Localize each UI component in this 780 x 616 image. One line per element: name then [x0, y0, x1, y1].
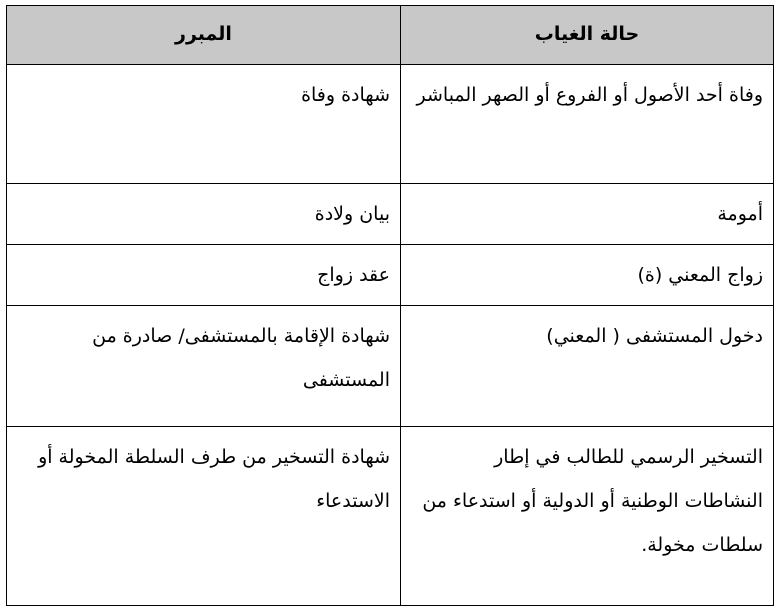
header-justification: المبرر	[7, 6, 401, 65]
absence-case-text: وفاة أحد الأصول أو الفروع أو الصهر المباشر	[416, 84, 763, 106]
table-row	[7, 245, 774, 306]
justification-text: شهادة التسخير من طرف السلطة المخولة أو الاستدعاء	[38, 446, 390, 512]
justification-text: بيان ولادة	[314, 203, 390, 225]
absence-case-text: أمومة	[717, 203, 763, 225]
justification-cell	[7, 427, 401, 606]
absence-case-cell	[401, 306, 774, 427]
table-header-row	[7, 6, 774, 65]
justification-text: شهادة الإقامة بالمستشفى/ صادرة من المستشفى	[92, 325, 390, 391]
table-row	[7, 306, 774, 427]
justification-text: شهادة وفاة	[301, 84, 390, 106]
absence-case-text: زواج المعني (ة)	[637, 264, 763, 286]
absence-case-text: دخول المستشفى ( المعني)	[546, 325, 763, 347]
table-row	[7, 65, 774, 184]
justification-text: عقد زواج	[317, 264, 390, 286]
justification-cell	[7, 245, 401, 306]
header-absence-case: حالة الغياب	[401, 6, 774, 65]
absence-case-text: التسخير الرسمي للطالب في إطار النشاطات الوطنية أو الدولية أو استدعاء من سلطات مخولة.	[422, 446, 763, 556]
justification-cell	[7, 184, 401, 245]
justification-cell	[7, 65, 401, 184]
table-row	[7, 184, 774, 245]
table-row	[7, 427, 774, 606]
absence-case-cell	[401, 245, 774, 306]
absence-case-cell	[401, 427, 774, 606]
absence-justification-table	[6, 5, 774, 606]
justification-cell	[7, 306, 401, 427]
absence-case-cell	[401, 65, 774, 184]
absence-case-cell	[401, 184, 774, 245]
